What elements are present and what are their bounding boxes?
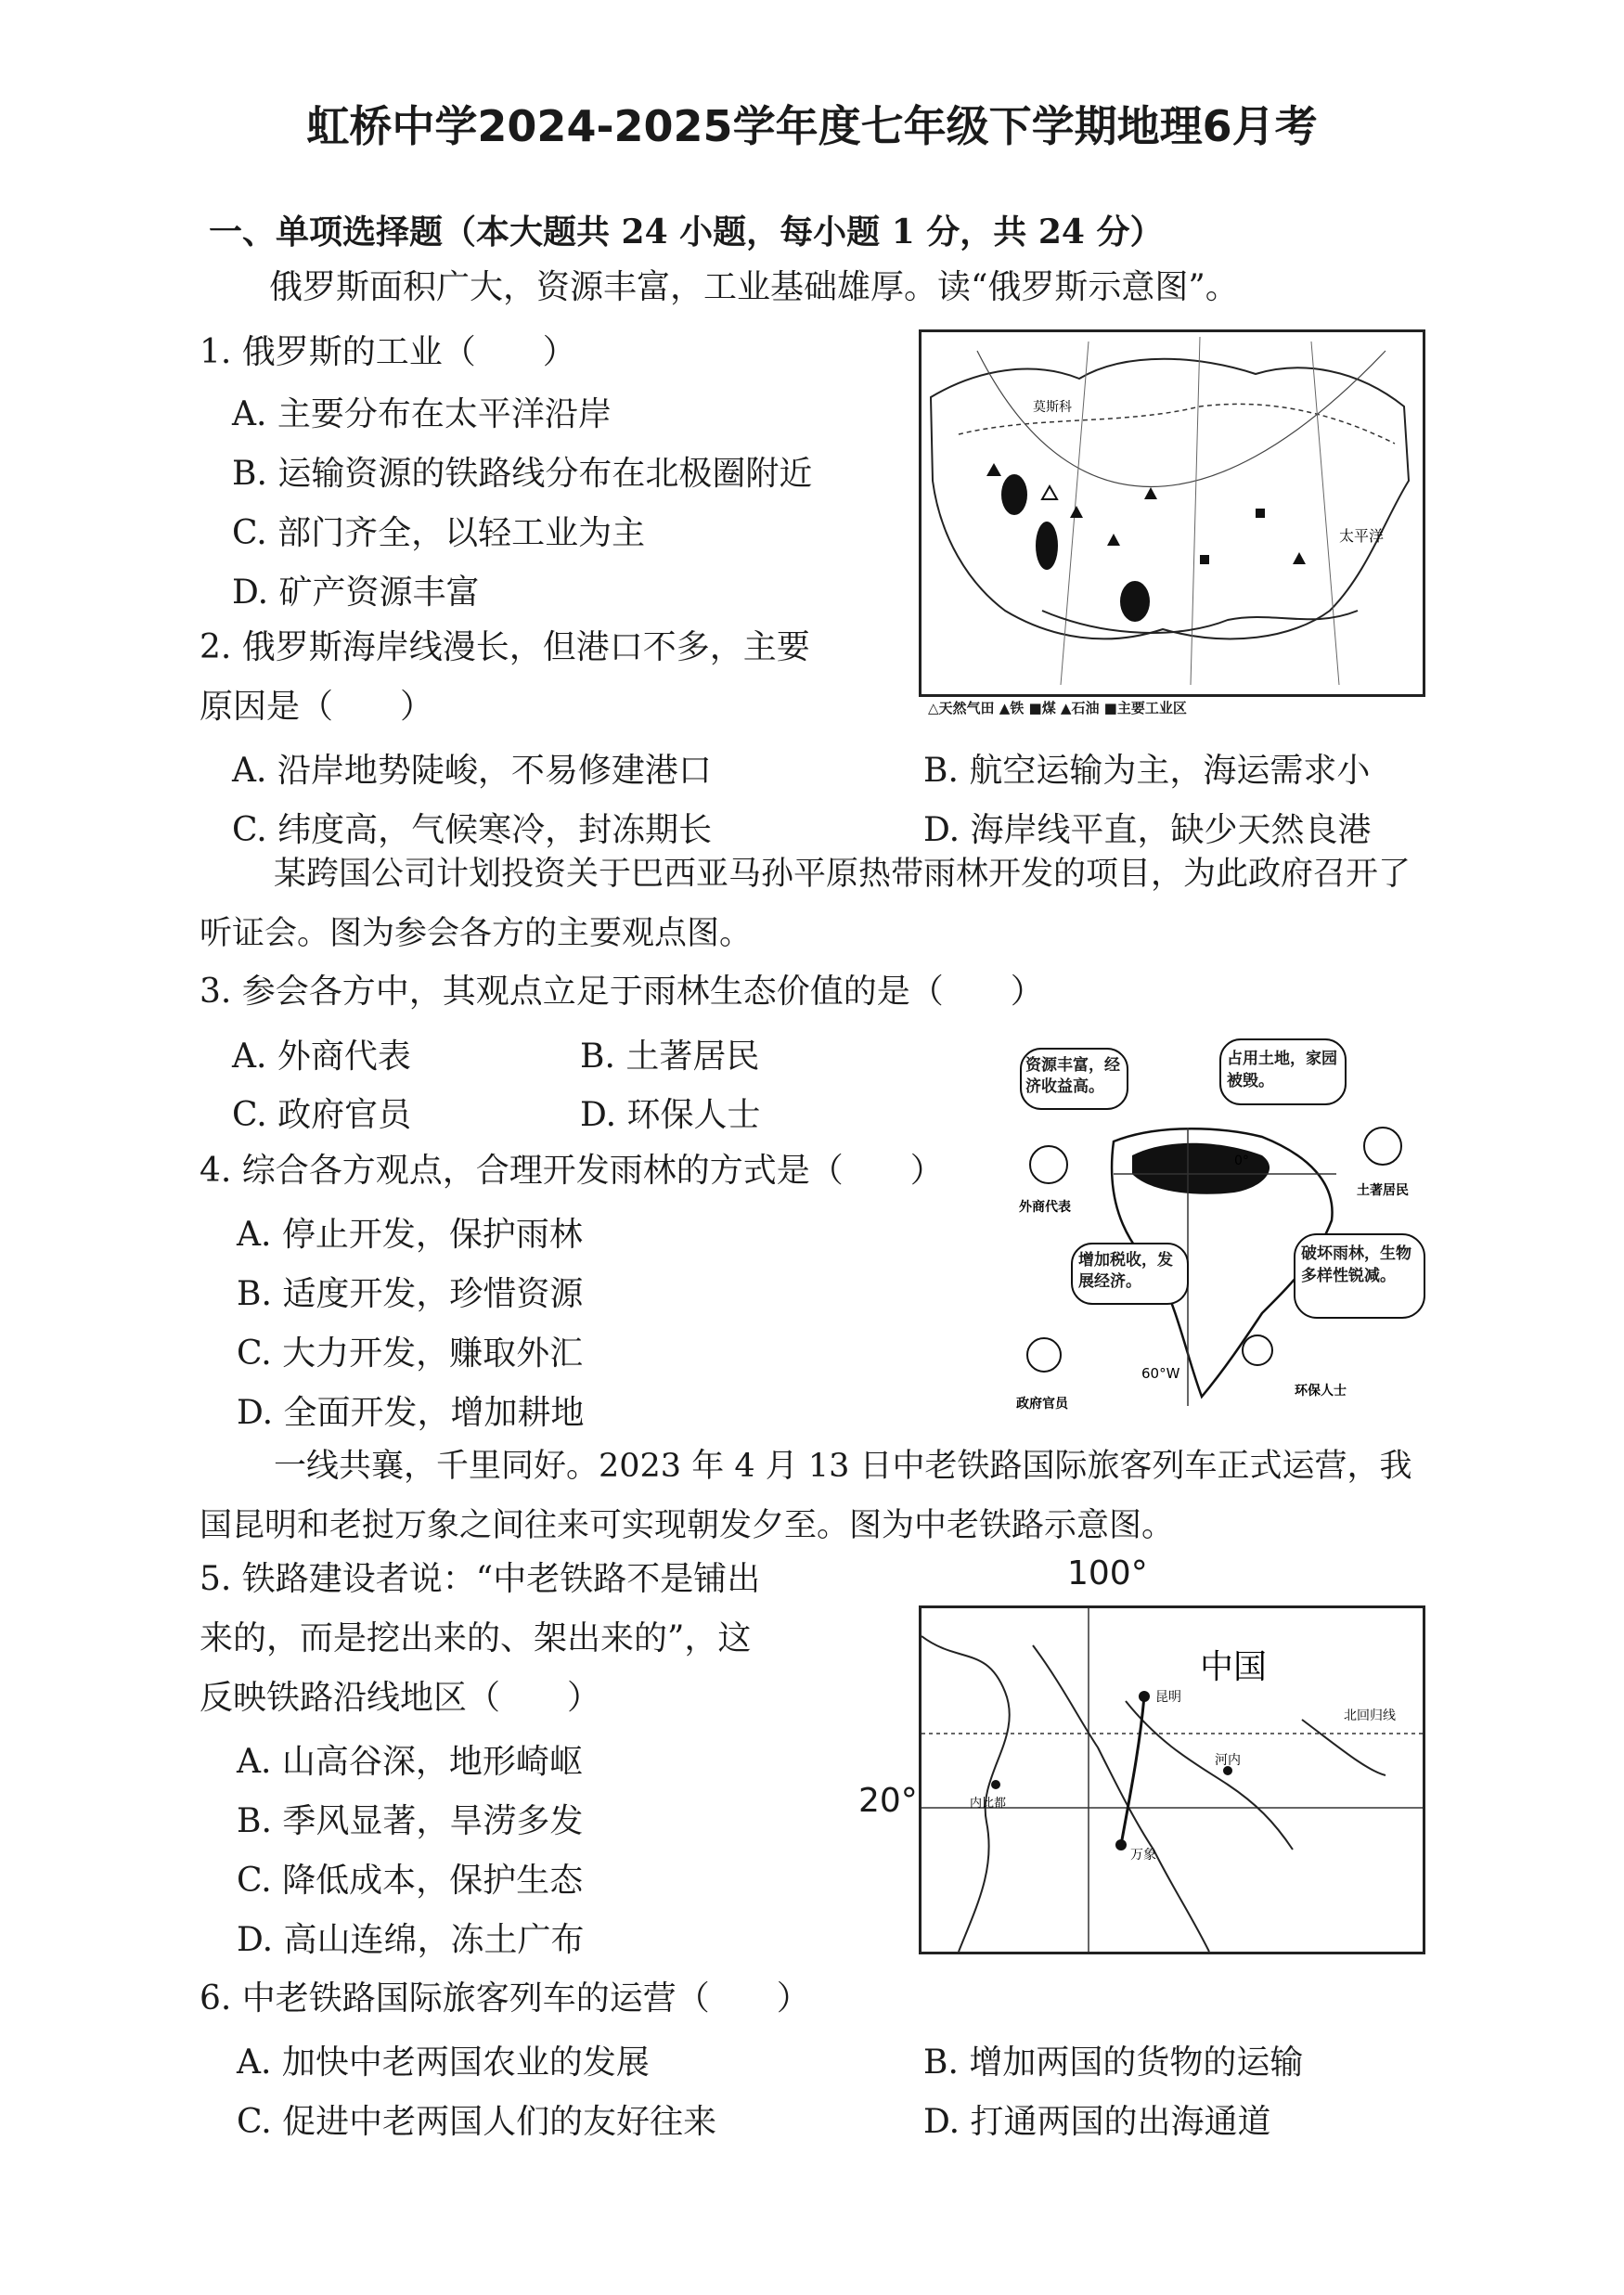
brazil-lat-label: 0° <box>1234 1154 1249 1168</box>
q5-stem-line3: 反映铁路沿线地区（ ） <box>200 1679 601 1717</box>
map-country-label: 中国 <box>1200 1648 1268 1686</box>
q2-stem-line1: 2. 俄罗斯海岸线漫长，但港口不多，主要 <box>200 628 810 666</box>
tropic-label: 北回归线 <box>1344 1708 1396 1723</box>
label-gov: 政府官员 <box>1016 1397 1068 1412</box>
naypyidaw-marker <box>991 1780 1000 1789</box>
intro-brazil: 某跨国公司计划投资关于巴西亚马孙平原热带雨林开发的项目，为此政府召开了听证会。图为参会各方的主要观点图。 <box>200 856 1411 952</box>
section-heading: 一、单项选择题（本大题共 24 小题，每小题 1 分，共 24 分） <box>209 213 1164 251</box>
q6-option-c[interactable]: C. 促进中老两国人们的友好往来 <box>237 2103 717 2141</box>
q4-option-a[interactable]: A. 停止开发，保护雨林 <box>237 1216 583 1254</box>
q5-option-a[interactable]: A. 山高谷深，地形崎岖 <box>237 1743 583 1781</box>
q6-option-d[interactable]: D. 打通两国的出海通道 <box>923 2103 1271 2141</box>
label-native: 土著居民 <box>1357 1183 1409 1198</box>
foreign-rep-avatar <box>1030 1146 1067 1183</box>
q6-stem: 6. 中老铁路国际旅客列车的运营（ ） <box>200 1979 810 2018</box>
brazil-hearing-figure <box>1012 1035 1429 1425</box>
q4-option-d[interactable]: D. 全面开发，增加耕地 <box>237 1394 585 1432</box>
gov-avatar <box>1027 1338 1061 1372</box>
vientiane-marker <box>1115 1839 1127 1850</box>
q2-option-d[interactable]: D. 海岸线平直，缺少天然良港 <box>923 811 1372 849</box>
label-env: 环保人士 <box>1295 1384 1347 1399</box>
q5-stem-line2: 来的，而是挖出来的、架出来的”，这 <box>200 1619 752 1657</box>
q2-stem-line2: 原因是（ ） <box>200 688 434 726</box>
map-lat-label: 20° <box>858 1782 918 1820</box>
bubble-native-text: 占用土地，家园被毁。 <box>1227 1050 1337 1090</box>
map-lon-label: 100° <box>1067 1554 1148 1592</box>
china-laos-map-drawing <box>922 1608 1423 1952</box>
bubble-gov-text: 增加税收，发展经济。 <box>1078 1251 1173 1291</box>
q3-option-d[interactable]: D. 环保人士 <box>580 1096 761 1134</box>
intro-russia: 俄罗斯面积广大，资源丰富，工业基础雄厚。读“俄罗斯示意图”。 <box>269 268 1239 306</box>
q1-option-c[interactable]: C. 部门齐全，以轻工业为主 <box>232 514 646 552</box>
vientiane-label: 万象 <box>1130 1848 1156 1863</box>
pacific-ocean-label: 太平洋 <box>1339 527 1385 545</box>
kunming-marker <box>1139 1691 1150 1702</box>
kunming-label: 昆明 <box>1155 1690 1181 1705</box>
bubble-foreign-text: 资源丰富，经济收益高。 <box>1025 1056 1120 1096</box>
bubble-env-text: 破坏雨林，生物多样性锐减。 <box>1301 1244 1411 1285</box>
q4-stem: 4. 综合各方观点，合理开发雨林的方式是（ ） <box>200 1152 944 1190</box>
brazil-lon-label: 60°W <box>1141 1365 1180 1382</box>
intro-railway: 一线共襄，千里同好。2023 年 4 月 13 日中老铁路国际旅客列车正式运营，我国昆明和老挝万象之间往来可实现朝发夕至。图为中老铁路示意图。 <box>200 1448 1412 1544</box>
brazil-figure-drawing <box>1012 1035 1429 1425</box>
hanoi-label: 河内 <box>1215 1753 1241 1768</box>
russia-map <box>919 329 1425 697</box>
q3-option-b[interactable]: B. 土著居民 <box>580 1038 760 1076</box>
page-title: 虹桥中学2024-2025学年度七年级下学期地理6月考 <box>306 101 1318 151</box>
q5-option-b[interactable]: B. 季风显著，旱涝多发 <box>237 1802 584 1840</box>
q5-stem-line1: 5. 铁路建设者说：“中老铁路不是铺出 <box>200 1560 761 1598</box>
q1-stem: 1. 俄罗斯的工业（ ） <box>200 333 576 371</box>
env-avatar <box>1243 1335 1272 1365</box>
q6-option-a[interactable]: A. 加快中老两国农业的发展 <box>237 2044 650 2082</box>
railway-line <box>1121 1696 1144 1845</box>
russia-map-drawing <box>922 332 1423 694</box>
naypyidaw-label: 内比都 <box>970 1797 1007 1811</box>
q2-option-c[interactable]: C. 纬度高，气候寒冷，封冻期长 <box>232 811 713 849</box>
q2-option-b[interactable]: B. 航空运输为主，海运需求小 <box>923 752 1371 790</box>
russia-city-label: 莫斯科 <box>1033 400 1072 415</box>
q4-option-c[interactable]: C. 大力开发，赚取外汇 <box>237 1334 584 1373</box>
label-foreign: 外商代表 <box>1019 1200 1071 1215</box>
q3-option-c[interactable]: C. 政府官员 <box>232 1096 412 1134</box>
china-laos-railway-map <box>919 1605 1425 1954</box>
q3-stem: 3. 参会各方中，其观点立足于雨林生态价值的是（ ） <box>200 973 1044 1011</box>
q4-option-b[interactable]: B. 适度开发，珍惜资源 <box>237 1275 584 1313</box>
q2-option-a[interactable]: A. 沿岸地势陡峻，不易修建港口 <box>232 752 712 790</box>
native-avatar <box>1364 1128 1401 1165</box>
russia-map-legend: △天然气田 ▲铁 ■煤 ▲石油 ■主要工业区 <box>928 700 1187 716</box>
q6-option-b[interactable]: B. 增加两国的货物的运输 <box>923 2044 1304 2082</box>
q1-option-b[interactable]: B. 运输资源的铁路线分布在北极圈附近 <box>232 455 813 493</box>
q1-option-d[interactable]: D. 矿产资源丰富 <box>232 574 480 612</box>
q5-option-c[interactable]: C. 降低成本，保护生态 <box>237 1862 584 1900</box>
q5-option-d[interactable]: D. 高山连绵，冻土广布 <box>237 1921 585 1959</box>
q3-option-a[interactable]: A. 外商代表 <box>232 1038 411 1076</box>
q1-option-a[interactable]: A. 主要分布在太平洋沿岸 <box>232 395 612 433</box>
